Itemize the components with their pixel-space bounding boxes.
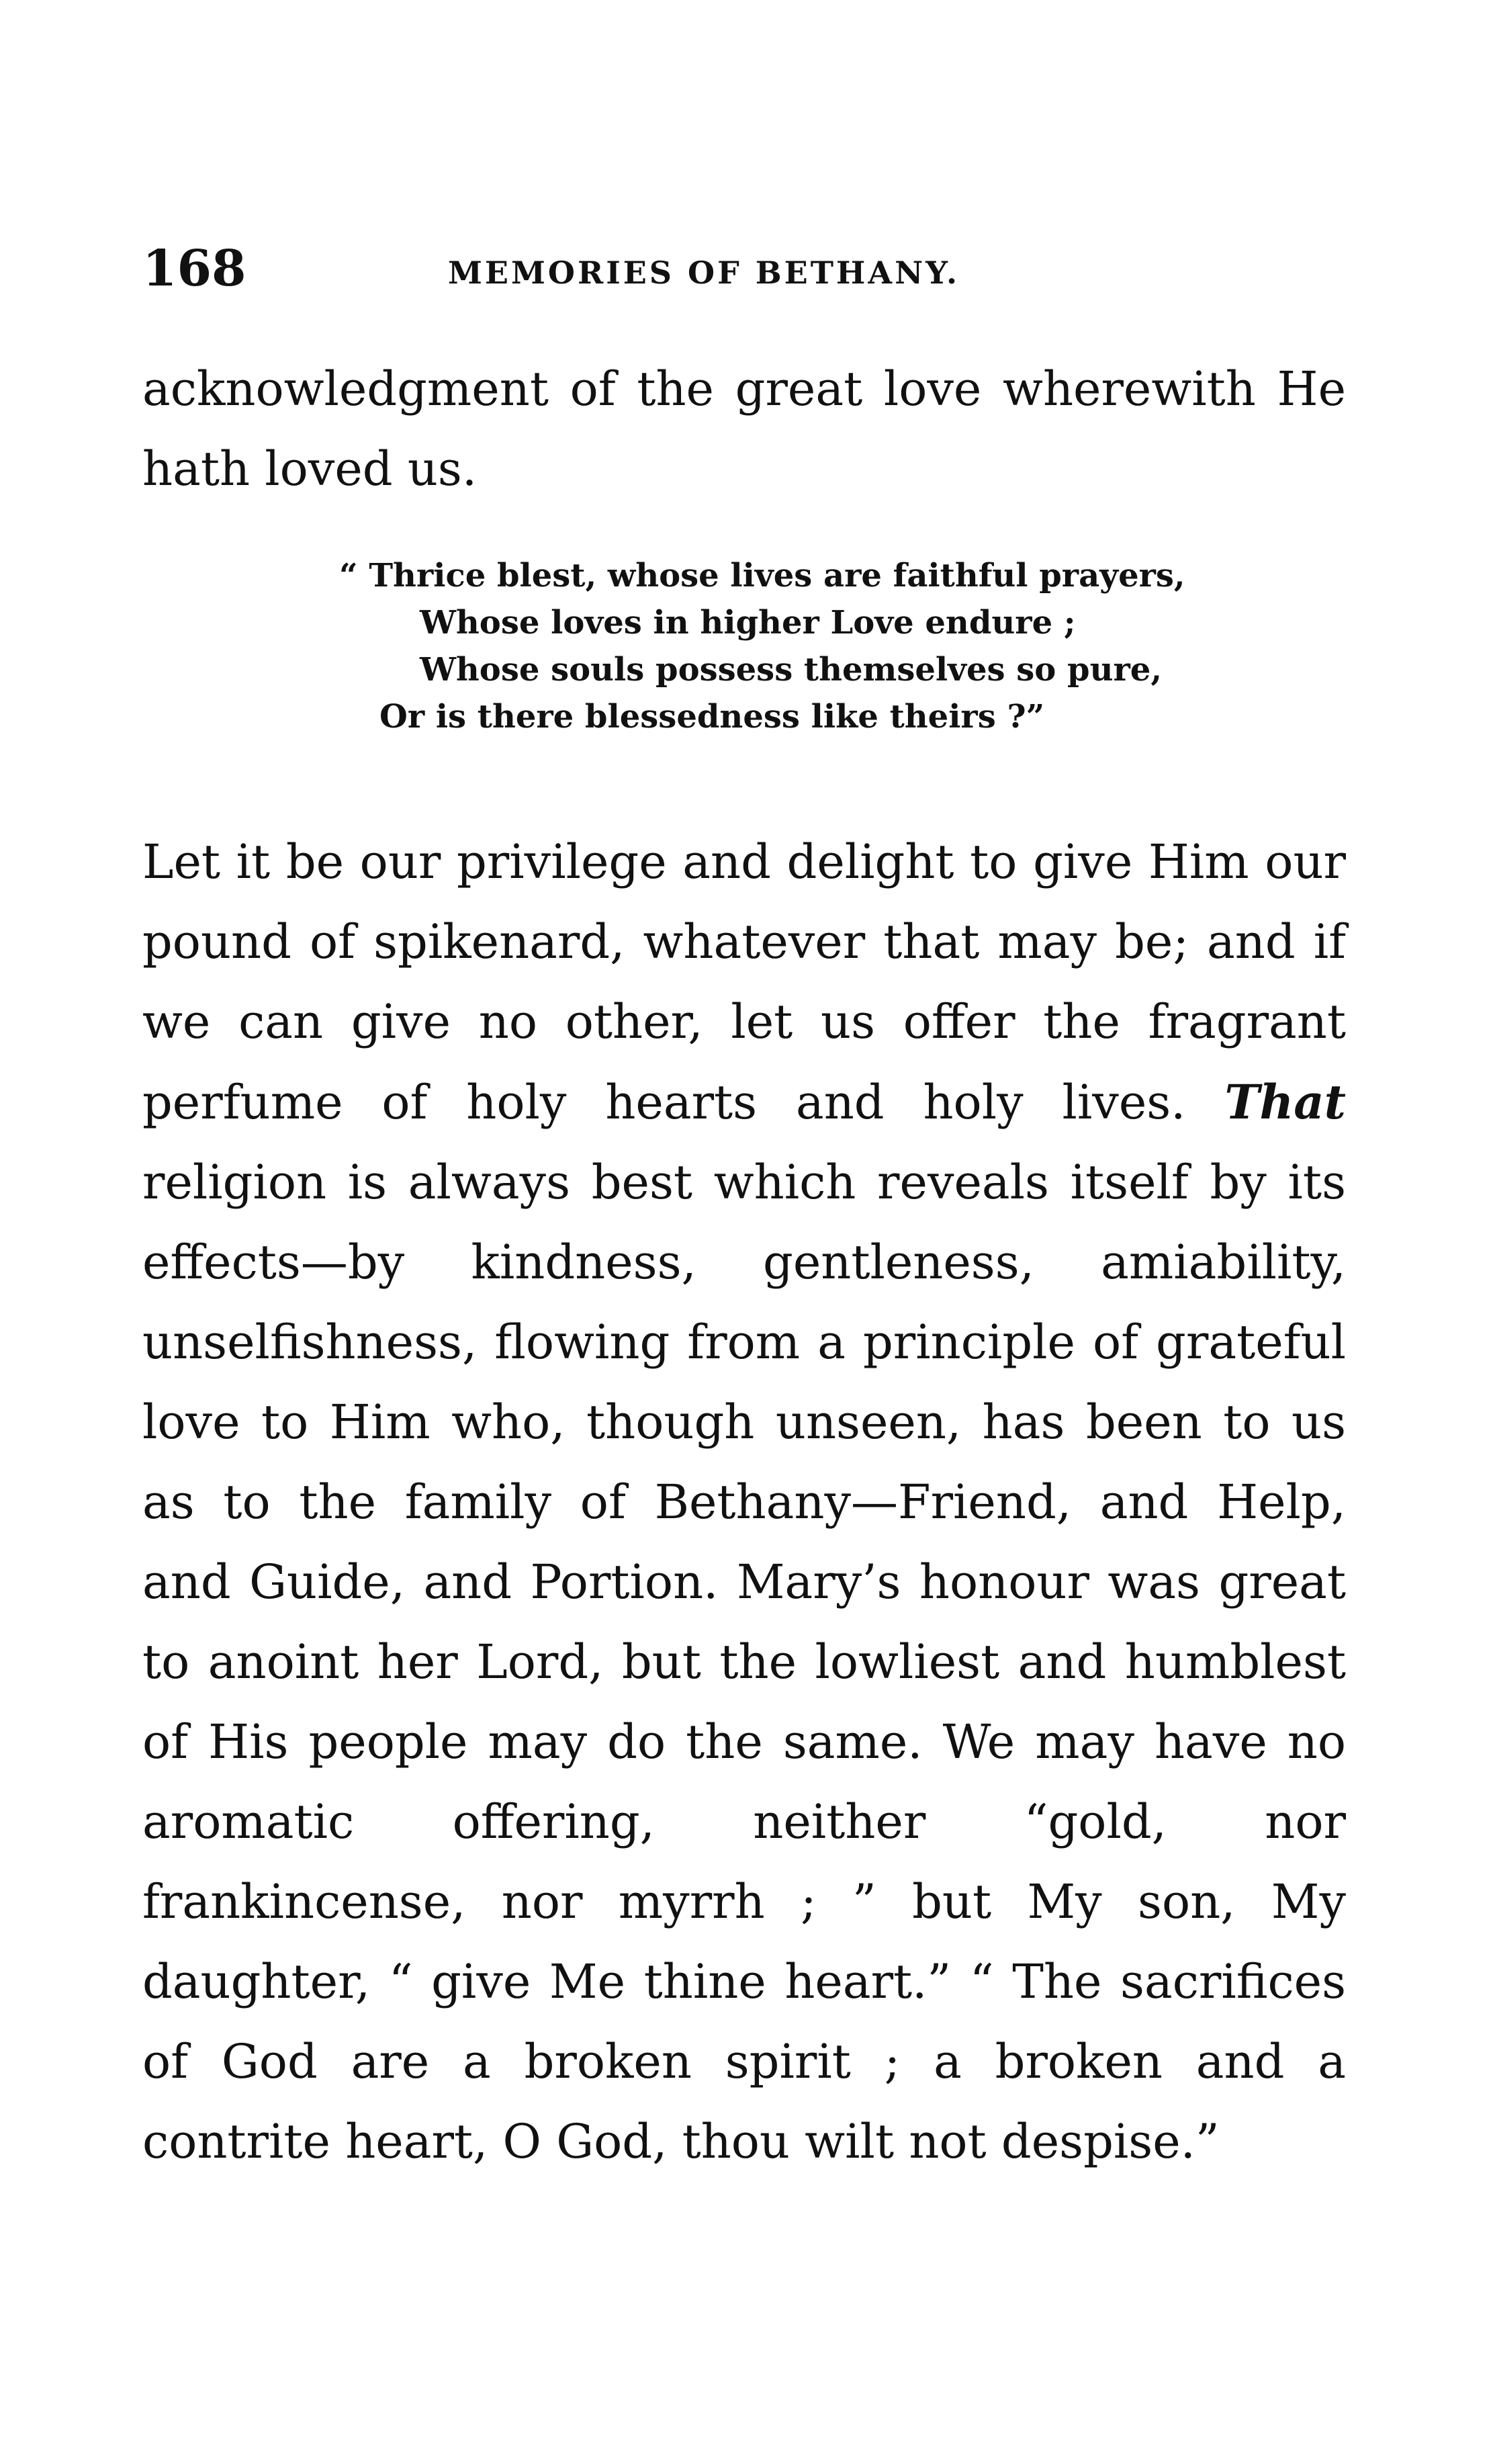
main-paragraph — [142, 822, 1346, 2182]
poem-line: Or is there blessedness like theirs ?” — [379, 698, 1045, 736]
poem-line: Whose loves in higher Love endure ; — [420, 604, 1076, 642]
poem-line: Whose souls possess themselves so pure, — [420, 651, 1163, 689]
page-header — [142, 238, 1351, 299]
poem-line: “ Thrice blest, whose lives are faithful prayers, — [339, 557, 1185, 595]
running-title: MEMORIES OF BETHANY. — [448, 255, 960, 291]
paragraph-text-start: Let it be our privilege and delight to give Him our pound of spikenard, whatever that may be; and if we can give no other, let us offer the fragrant perfume of holy hearts and holy lives. — [142, 834, 1346, 1130]
paragraph-text-end: religion is always best which reveals itself by its effects—by kindness, gentleness, amiability, unselfishness, flowing from a principle of grateful love to Him who, though unseen, has been to us as to the family of Bethany—Friend, and Help, and Guide, and Portion. Mary’s honour was great to anoint her Lord, but the lowliest and humblest of His people may do the same. We may have no aromatic offering, neither “gold, nor frankincense, nor myrrh ; ” but My son, My daughter, “ give Me thine heart.” “ The sacrifices of God are a broken spirit ; a broken and a contrite heart, O God, thou wilt not despise.” — [142, 1155, 1346, 2169]
page-number: 168 — [142, 240, 246, 298]
emphasized-word: That — [1224, 1074, 1346, 1130]
paragraph-continuation: acknowledgment of the great love wherewith He hath loved us. — [142, 361, 1346, 496]
